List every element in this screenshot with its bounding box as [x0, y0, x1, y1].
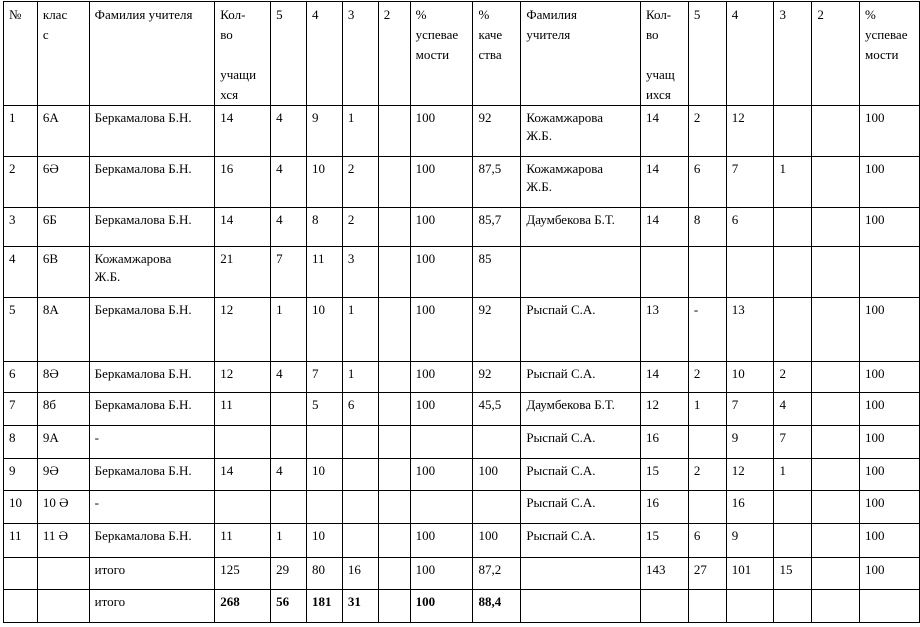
table-cell [307, 491, 343, 524]
table-cell: 4 [4, 247, 38, 298]
table-cell: 100 [410, 247, 473, 298]
table-cell [342, 459, 378, 491]
table-cell: 11 [307, 247, 343, 298]
table-cell: 6Ә [37, 157, 89, 208]
table-cell: 1 [4, 106, 38, 157]
table-cell: 4 [271, 106, 307, 157]
header-cell: 3 [774, 2, 812, 106]
table-row [4, 459, 920, 491]
table-cell [812, 590, 860, 623]
table-cell: Рыспай С.А. [521, 491, 641, 524]
table-cell: 16 [640, 491, 688, 524]
table-row [4, 298, 920, 362]
table-cell: 80 [307, 558, 343, 590]
table-cell [521, 247, 641, 298]
table-cell: 87,2 [473, 558, 521, 590]
table-cell [774, 590, 812, 623]
table-cell: 3 [4, 208, 38, 247]
table-cell [378, 362, 410, 393]
table-cell [342, 491, 378, 524]
header-cell: Кол- во учащи хся [215, 2, 271, 106]
table-cell: 92 [473, 298, 521, 362]
table-cell [812, 491, 860, 524]
table-row [4, 558, 920, 590]
table-cell: 16 [342, 558, 378, 590]
table-cell: 100 [859, 558, 919, 590]
table-cell [307, 426, 343, 459]
table-cell: 6В [37, 247, 89, 298]
table-cell [774, 247, 812, 298]
table-cell: 10 [307, 459, 343, 491]
table-cell: 15 [640, 524, 688, 558]
table-cell: 8 [307, 208, 343, 247]
table-cell [812, 157, 860, 208]
table-cell [688, 247, 726, 298]
table-cell [4, 558, 38, 590]
table-cell [812, 558, 860, 590]
table-cell: 2 [774, 362, 812, 393]
table-cell: 12 [726, 106, 774, 157]
table-cell [812, 247, 860, 298]
table-cell: 100 [410, 459, 473, 491]
table-cell [378, 491, 410, 524]
table-cell: 1 [271, 298, 307, 362]
table-cell [812, 106, 860, 157]
table-cell [859, 247, 919, 298]
table-row [4, 157, 920, 208]
table-cell: Беркамалова Б.Н. [89, 208, 215, 247]
table-cell: Беркамалова Б.Н. [89, 298, 215, 362]
table-cell: итого [89, 590, 215, 623]
table-cell: 2 [688, 459, 726, 491]
table-cell: Беркамалова Б.Н. [89, 524, 215, 558]
table-cell: Беркамалова Б.Н. [89, 106, 215, 157]
table-cell: 92 [473, 362, 521, 393]
header-cell: 2 [378, 2, 410, 106]
table-cell [378, 157, 410, 208]
table-cell: 16 [726, 491, 774, 524]
header-cell: № [4, 2, 38, 106]
header-cell: 5 [688, 2, 726, 106]
table-cell: 8 [688, 208, 726, 247]
table-cell: 100 [859, 393, 919, 426]
table-cell: Рыспай С.А. [521, 459, 641, 491]
table-cell: 27 [688, 558, 726, 590]
table-cell: 1 [271, 524, 307, 558]
header-cell: 3 [342, 2, 378, 106]
table-cell: 143 [640, 558, 688, 590]
table-cell: 100 [410, 362, 473, 393]
table-cell: 15 [640, 459, 688, 491]
table-cell: 4 [271, 459, 307, 491]
table-cell: 14 [215, 106, 271, 157]
table-cell: 1 [342, 362, 378, 393]
table-cell: 21 [215, 247, 271, 298]
table-cell: 31 [342, 590, 378, 623]
table-cell: 15 [774, 558, 812, 590]
table-cell: 87,5 [473, 157, 521, 208]
table-row [4, 247, 920, 298]
table-cell: Рыспай С.А. [521, 298, 641, 362]
table-row [4, 106, 920, 157]
table-cell: 14 [640, 157, 688, 208]
header-cell: 2 [812, 2, 860, 106]
table-cell: Беркамалова Б.Н. [89, 362, 215, 393]
table-cell [726, 247, 774, 298]
table-cell [37, 590, 89, 623]
table-cell: 10 [307, 524, 343, 558]
table-cell: Кожамжарова Ж.Б. [89, 247, 215, 298]
table-cell [812, 362, 860, 393]
table-cell [215, 426, 271, 459]
table-row [4, 362, 920, 393]
table-cell: 11 [215, 393, 271, 426]
table-cell: 11 Ә [37, 524, 89, 558]
table-cell: Рыспай С.А. [521, 524, 641, 558]
table-cell: 13 [726, 298, 774, 362]
table-cell: 7 [726, 393, 774, 426]
table-cell [521, 558, 641, 590]
table-cell: Кожамжарова Ж.Б. [521, 157, 641, 208]
table-cell: Даумбекова Б.Т. [521, 393, 641, 426]
table-cell: 2 [688, 106, 726, 157]
table-cell: 4 [774, 393, 812, 426]
table-cell: 100 [859, 208, 919, 247]
table-cell [378, 459, 410, 491]
table-cell: 101 [726, 558, 774, 590]
table-cell: 12 [640, 393, 688, 426]
table-cell: 4 [271, 362, 307, 393]
table-cell: Рыспай С.А. [521, 362, 641, 393]
table-cell: 13 [640, 298, 688, 362]
table-cell: 6А [37, 106, 89, 157]
table-cell [37, 558, 89, 590]
table-cell [378, 590, 410, 623]
table-cell: 88,4 [473, 590, 521, 623]
table-cell: 7 [307, 362, 343, 393]
table-cell: 1 [774, 459, 812, 491]
table-cell: 9А [37, 426, 89, 459]
table-cell: - [688, 298, 726, 362]
table-cell: 100 [859, 298, 919, 362]
table-cell: 14 [640, 208, 688, 247]
header-cell: Фамилия учителя [89, 2, 215, 106]
table-cell: 92 [473, 106, 521, 157]
header-cell: 5 [271, 2, 307, 106]
table-cell [774, 491, 812, 524]
table-cell: 10 [726, 362, 774, 393]
table-cell: 6 [342, 393, 378, 426]
table-cell [640, 247, 688, 298]
table-cell: 1 [342, 106, 378, 157]
header-cell: клас с [37, 2, 89, 106]
table-cell [774, 106, 812, 157]
table-cell: 12 [726, 459, 774, 491]
table-cell: 14 [215, 208, 271, 247]
table-cell: Беркамалова Б.Н. [89, 459, 215, 491]
table-cell: - [89, 426, 215, 459]
table-cell: 10 [307, 157, 343, 208]
table-cell: 8б [37, 393, 89, 426]
table-cell: 7 [271, 247, 307, 298]
table-cell: 56 [271, 590, 307, 623]
table-cell: 7 [726, 157, 774, 208]
table-cell [378, 524, 410, 558]
table-cell: 10 [307, 298, 343, 362]
table-cell [812, 426, 860, 459]
table-cell: 268 [215, 590, 271, 623]
table-cell [521, 590, 641, 623]
table-cell: 100 [859, 426, 919, 459]
table-row [4, 393, 920, 426]
table-row [4, 590, 920, 623]
table-cell: 8А [37, 298, 89, 362]
table-cell: 4 [271, 208, 307, 247]
header-cell: % успевае мости [859, 2, 919, 106]
table-cell: 12 [215, 362, 271, 393]
table-cell: 2 [342, 208, 378, 247]
table-cell [410, 426, 473, 459]
header-cell: % успевае мости [410, 2, 473, 106]
table-cell: 100 [859, 459, 919, 491]
table-cell: 100 [859, 106, 919, 157]
table-cell: 85 [473, 247, 521, 298]
table-cell: Рыспай С.А. [521, 426, 641, 459]
table-cell: 16 [640, 426, 688, 459]
table-cell: 1 [688, 393, 726, 426]
table-cell: 2 [688, 362, 726, 393]
table-cell: 100 [410, 524, 473, 558]
table-cell: 9 [307, 106, 343, 157]
table-cell: Беркамалова Б.Н. [89, 393, 215, 426]
table-cell: 6 [4, 362, 38, 393]
table-cell: - [89, 491, 215, 524]
table-cell: 16 [215, 157, 271, 208]
table-cell [378, 393, 410, 426]
table-cell [774, 208, 812, 247]
table-cell: 100 [410, 208, 473, 247]
table-cell: 85,7 [473, 208, 521, 247]
table-cell [378, 247, 410, 298]
table-row [4, 524, 920, 558]
table-cell: 2 [342, 157, 378, 208]
table-cell: Кожамжарова Ж.Б. [521, 106, 641, 157]
table-cell [812, 459, 860, 491]
table-cell: 100 [410, 106, 473, 157]
table-cell: 100 [410, 157, 473, 208]
table-cell [378, 106, 410, 157]
table-cell: 8 [4, 426, 38, 459]
table-cell [774, 298, 812, 362]
header-row [4, 2, 920, 106]
table-cell [4, 590, 38, 623]
table-cell: 5 [4, 298, 38, 362]
table-cell [473, 491, 521, 524]
table-cell [342, 524, 378, 558]
table-cell: 6 [688, 157, 726, 208]
table-cell: 29 [271, 558, 307, 590]
table-cell [342, 426, 378, 459]
table-cell: 10 [4, 491, 38, 524]
header-cell: Кол- во учащ ихся [640, 2, 688, 106]
table-cell: 100 [410, 298, 473, 362]
table-cell: 7 [774, 426, 812, 459]
table-cell: 181 [307, 590, 343, 623]
grades-table [3, 1, 920, 623]
table-cell [410, 491, 473, 524]
table-cell [774, 524, 812, 558]
table-cell: 10 Ә [37, 491, 89, 524]
table-cell: 100 [859, 157, 919, 208]
table-cell [688, 426, 726, 459]
table-cell: 45,5 [473, 393, 521, 426]
table-cell: 6Б [37, 208, 89, 247]
table-cell: 14 [640, 362, 688, 393]
table-cell [271, 491, 307, 524]
table-cell: 100 [410, 590, 473, 623]
table-cell: 12 [215, 298, 271, 362]
table-cell: 5 [307, 393, 343, 426]
table-cell: 9 [726, 524, 774, 558]
table-cell: 100 [410, 393, 473, 426]
table-cell [640, 590, 688, 623]
table-cell [215, 491, 271, 524]
table-cell: 7 [4, 393, 38, 426]
table-cell: 1 [774, 157, 812, 208]
header-cell: Фамилия учителя [521, 2, 641, 106]
table-cell: 9 [4, 459, 38, 491]
table-cell [812, 524, 860, 558]
table-cell: Даумбекова Б.Т. [521, 208, 641, 247]
table-cell [688, 491, 726, 524]
table-cell: 8Ә [37, 362, 89, 393]
table-cell: 9 [726, 426, 774, 459]
table-cell [378, 426, 410, 459]
table-cell: 4 [271, 157, 307, 208]
table-row [4, 491, 920, 524]
table-cell [726, 590, 774, 623]
table-cell: 100 [859, 524, 919, 558]
table-cell: итого [89, 558, 215, 590]
table-cell: 125 [215, 558, 271, 590]
table-cell [378, 298, 410, 362]
table-cell: 9Ә [37, 459, 89, 491]
table-cell: Беркамалова Б.Н. [89, 157, 215, 208]
table-cell [378, 558, 410, 590]
header-cell: % каче ства [473, 2, 521, 106]
table-row [4, 208, 920, 247]
table-cell: 1 [342, 298, 378, 362]
table-cell: 2 [4, 157, 38, 208]
table-cell: 100 [859, 491, 919, 524]
table-cell: 3 [342, 247, 378, 298]
table-cell: 6 [688, 524, 726, 558]
table-cell [473, 426, 521, 459]
table-cell [271, 426, 307, 459]
table-cell: 100 [473, 459, 521, 491]
header-cell: 4 [307, 2, 343, 106]
table-cell: 6 [726, 208, 774, 247]
table-cell [378, 208, 410, 247]
table-cell: 100 [410, 558, 473, 590]
table-cell: 14 [640, 106, 688, 157]
table-cell [812, 393, 860, 426]
table-cell: 100 [473, 524, 521, 558]
table-cell: 11 [4, 524, 38, 558]
table-cell [812, 298, 860, 362]
table-cell [812, 208, 860, 247]
table-cell [859, 590, 919, 623]
table-cell: 11 [215, 524, 271, 558]
table-row [4, 426, 920, 459]
table-cell: 14 [215, 459, 271, 491]
header-cell: 4 [726, 2, 774, 106]
table-cell: 100 [859, 362, 919, 393]
table-cell [271, 393, 307, 426]
table-cell [688, 590, 726, 623]
